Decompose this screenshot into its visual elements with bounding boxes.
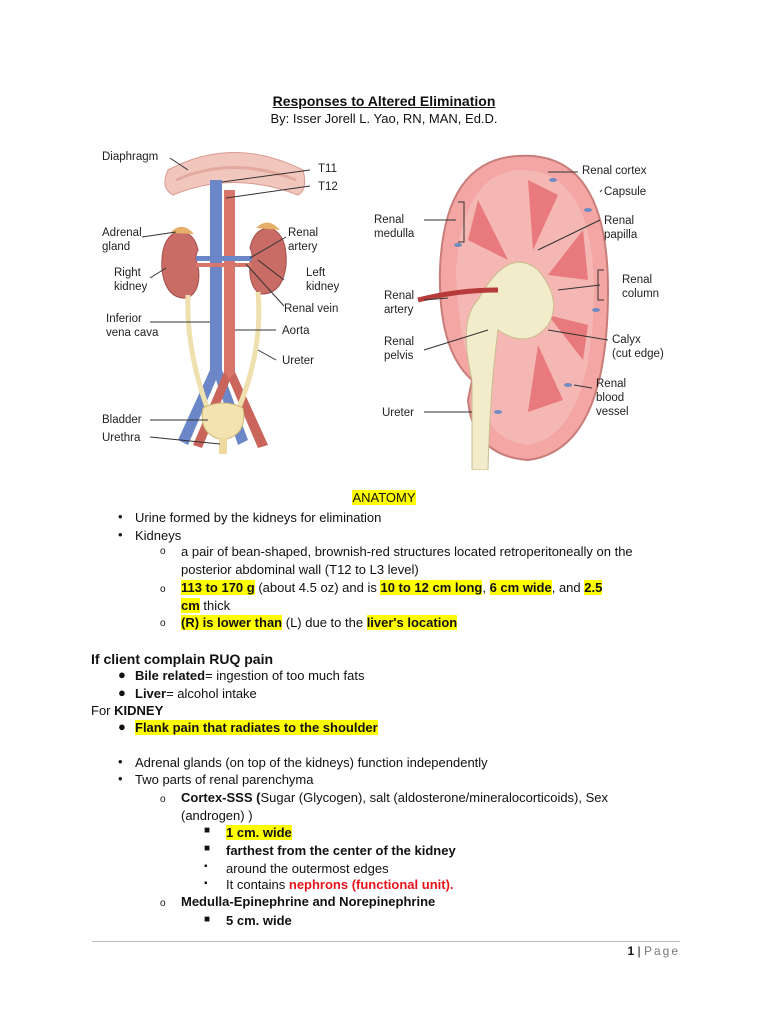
label-renal-artery-right-fig: Renal artery: [384, 290, 415, 316]
anatomy-bullet-kidneys: Kidneys: [135, 528, 182, 543]
label-ureter-left-fig: Ureter: [282, 355, 314, 367]
label-ureter-right-fig: Ureter: [382, 407, 414, 419]
label-calyx: Calyx (cut edge): [612, 334, 664, 360]
renal-parenchyma-line: Two parts of renal parenchyma: [135, 772, 314, 787]
cortex-line1: Cortex-SSS (Sugar (Glycogen), salt (aldosterone/mineralocorticoids), Sex: [181, 790, 609, 805]
square-bullet-icon: ▪: [204, 878, 208, 889]
anatomy-bullet-urine: Urine formed by the kidneys for elimination: [135, 510, 382, 525]
label-renal-medulla: Renal medulla: [374, 214, 415, 240]
kidney-position-line: (R) is lower than (L) due to the liver's location: [181, 615, 458, 630]
square-bullet-icon: ▪: [204, 861, 208, 872]
label-renal-papilla: Renal papilla: [604, 215, 638, 241]
document-title: Responses to Altered Elimination: [272, 93, 496, 109]
label-diaphragm: Diaphragm: [102, 151, 159, 163]
label-renal-column: Renal column: [622, 274, 660, 300]
bullet-icon: •: [118, 509, 123, 524]
sub-bullet-icon: o: [160, 898, 166, 909]
cortex-nephrons: It contains nephrons (functional unit).: [226, 877, 454, 892]
cortex-line2: (androgen) ): [181, 808, 253, 823]
medulla-line: Medulla-Epinephrine and Norepinephrine: [181, 894, 436, 909]
ruq-heading: If client complain RUQ pain: [91, 651, 274, 667]
square-bullet-icon: ■: [204, 914, 211, 925]
label-capsule: Capsule: [604, 186, 647, 198]
cortex-edges: around the outermost edges: [226, 861, 389, 876]
anatomy-heading: ANATOMY: [352, 490, 416, 505]
document-author: By: Isser Jorell L. Yao, RN, MAN, Ed.D.: [270, 111, 498, 126]
square-bullet-icon: ■: [204, 843, 211, 854]
bullet-icon: ●: [118, 719, 126, 734]
label-renal-blood-vessel: Renal blood vessel: [596, 378, 629, 418]
cortex-location: farthest from the center of the kidney: [226, 843, 456, 858]
label-bladder: Bladder: [102, 414, 142, 426]
label-renal-artery-left-fig: Renal artery: [288, 227, 319, 253]
bullet-icon: •: [118, 771, 123, 786]
for-kidney-label: For KIDNEY: [91, 703, 164, 718]
bullet-icon: •: [118, 754, 123, 769]
sub-bullet-icon: o: [160, 546, 166, 557]
page-number: 1 | Page: [627, 944, 680, 958]
kidney-description-line2: posterior abdominal wall (T12 to L3 level): [181, 562, 419, 577]
ruq-bullet-liver: Liver= alcohol intake: [135, 686, 257, 701]
label-renal-cortex: Renal cortex: [582, 165, 647, 177]
ruq-bullet-bile: Bile related= ingestion of too much fats: [135, 668, 365, 683]
cortex-width: 1 cm. wide: [226, 825, 292, 840]
label-right-kidney: Right kidney: [114, 267, 148, 293]
sub-bullet-icon: o: [160, 794, 166, 805]
footer-divider: [92, 941, 680, 942]
adrenal-glands-line: Adrenal glands (on top of the kidneys) function independently: [135, 755, 488, 770]
label-renal-vein: Renal vein: [284, 303, 339, 315]
label-left-kidney: Left kidney: [306, 267, 340, 293]
bullet-icon: ●: [118, 685, 126, 700]
medulla-width: 5 cm. wide: [226, 913, 292, 928]
label-t11: T11: [318, 163, 337, 175]
label-renal-pelvis: Renal pelvis: [384, 336, 415, 362]
kidney-size-line1: 113 to 170 g (about 4.5 oz) and is 10 to 12 cm long, 6 cm wide, and 2.5: [181, 580, 603, 595]
label-urethra: Urethra: [102, 432, 141, 444]
flank-pain-line: Flank pain that radiates to the shoulder: [135, 720, 378, 735]
kidney-description-line1: a pair of bean-shaped, brownish-red structures located retroperitoneally on the: [181, 544, 633, 559]
sub-bullet-icon: o: [160, 584, 166, 595]
label-t12: T12: [318, 181, 338, 193]
bullet-icon: •: [118, 527, 123, 542]
square-bullet-icon: ■: [204, 825, 211, 836]
label-inferior-vena-cava: Inferior vena cava: [106, 313, 159, 339]
sub-bullet-icon: o: [160, 618, 166, 629]
urinary-system-figure: [98, 140, 358, 460]
kidney-size-line2: cm thick: [181, 598, 231, 613]
label-adrenal-gland: Adrenal gland: [102, 227, 142, 253]
bullet-icon: ●: [118, 667, 126, 682]
label-aorta: Aorta: [282, 325, 310, 337]
kidney-section-figure: [374, 150, 678, 470]
